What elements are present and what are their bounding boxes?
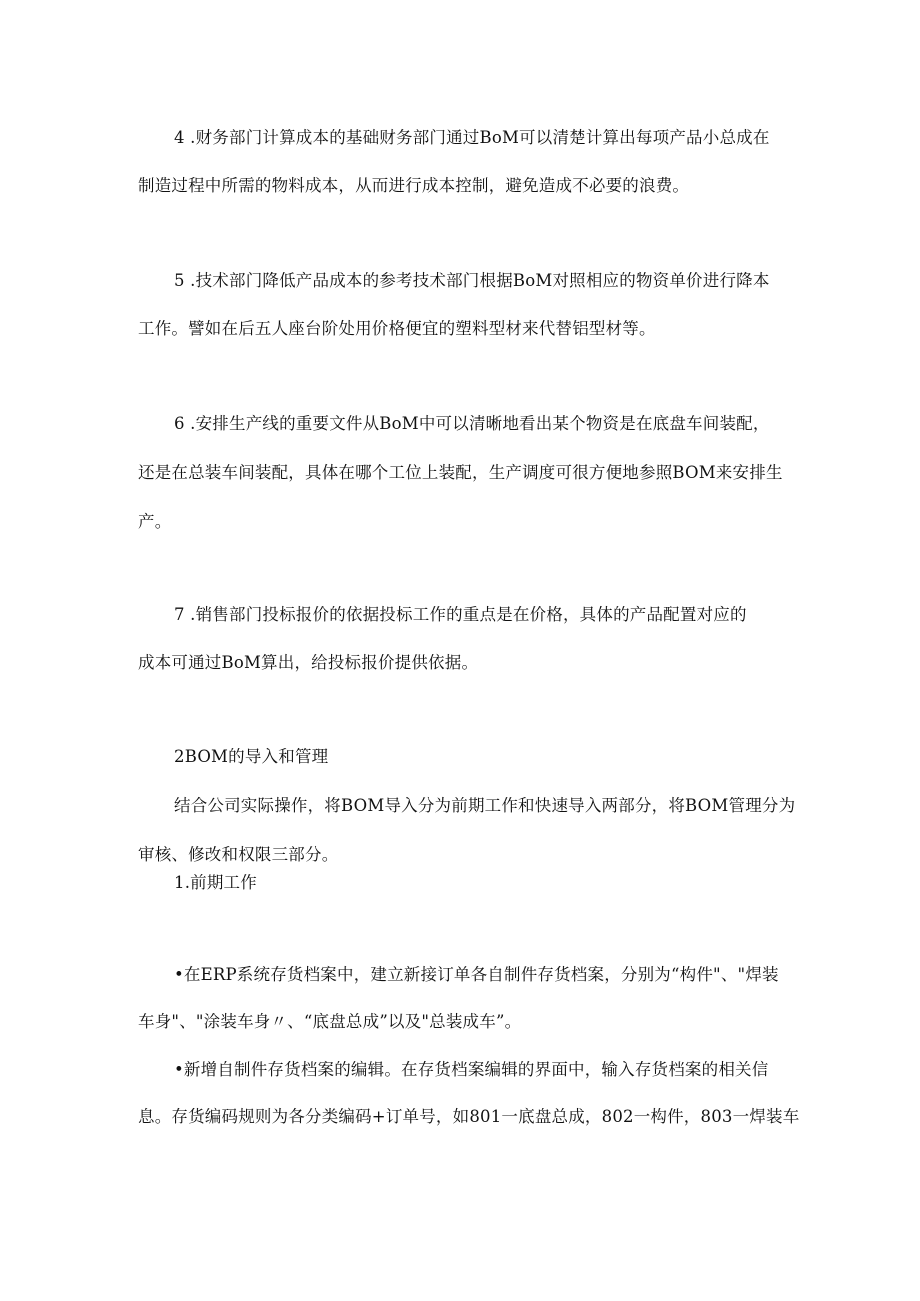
bullet-1-line-2: 车身"、"涂装车身〃、“底盘总成”以及"总装成车”。 [138,1012,522,1031]
bullet-2-line-1: •新增自制件存货档案的编辑。在存货档案编辑的界面中，输入存货档案的相关信 [174,1060,769,1079]
bullet-2-line-2: 息。存货编码规则为各分类编码+订单号，如801一底盘总成，802一构件，803一焊装车 [138,1107,800,1126]
paragraph-7-line-1: 7 .销售部门投标报价的依据投标工作的重点是在价格，具体的产品配置对应的 [174,605,747,624]
paragraph-4-line-2: 制造过程中所需的物料成本，从而进行成本控制，避免造成不必要的浪费。 [138,176,690,195]
paragraph-6-line-2: 还是在总装车间装配，具体在哪个工位上装配，生产调度可很方便地参照BOM来安排生 [138,463,783,482]
bullet-1-line-1: •在ERP系统存货档案中，建立新接订单各自制件存货档案，分别为“构件"、"焊装 [174,965,779,984]
intro-line-1: 结合公司实际操作，将BOM导入分为前期工作和快速导入两部分，将BOM管理分为 [174,796,796,815]
paragraph-7-line-2: 成本可通过BoM算出，给投标报价提供依据。 [138,653,479,672]
paragraph-6-line-3: 产。 [138,512,172,531]
paragraph-5-line-1: 5 .技术部门降低产品成本的参考技术部门根据BoM对照相应的物资单价进行降本 [174,271,770,290]
paragraph-5-line-2: 工作。譬如在后五人座台阶处用价格便宜的塑料型材来代替铝型材等。 [138,319,656,338]
section-heading: 2BOM的导入和管理 [174,747,329,766]
intro-line-2: 审核、修改和权限三部分。 [138,845,339,864]
paragraph-4-line-1: 4 .财务部门计算成本的基础财务部门通过BoM可以清楚计算出每项产品小总成在 [174,128,770,147]
subsection-heading: 1.前期工作 [174,873,257,892]
paragraph-6-line-1: 6 .安排生产线的重要文件从BoM中可以清晰地看出某个物资是在底盘车间装配， [174,414,770,433]
